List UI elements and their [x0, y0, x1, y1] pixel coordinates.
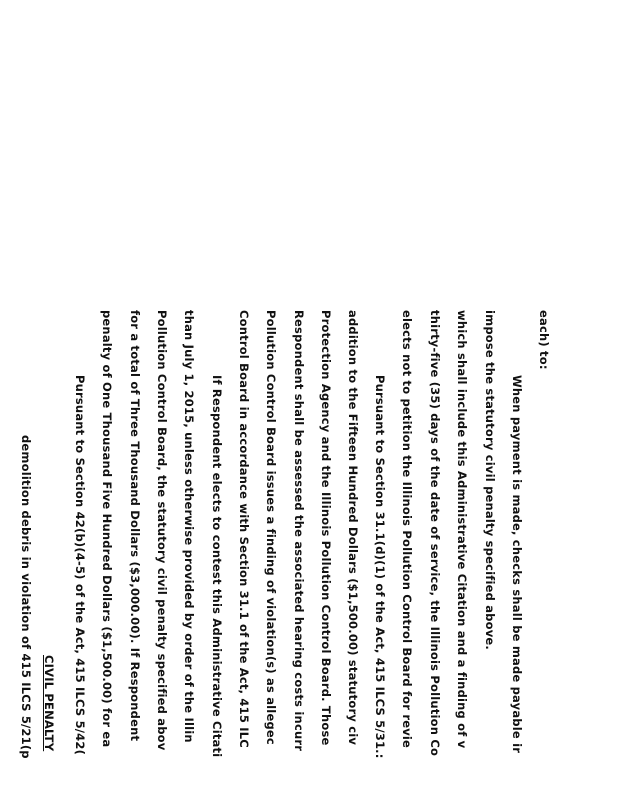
text-line-8: If Respondent elects to contest this Administrative Citati: [210, 375, 224, 758]
text-line-12: Protection Agency and the Illinois Pollution Control Board. Those: [319, 310, 333, 746]
text-line-19: When payment is made, checks shall be made payable ir: [510, 375, 524, 754]
text-line-3: Pursuant to Section 42(b)(4-5) of the Act, 415 ILCS 5/42(: [73, 375, 87, 756]
text-line-20: each) to:: [537, 310, 551, 370]
text-line-1: demolition debris in violation of 415 ILCS 5/21(p: [19, 435, 33, 759]
text-line-18: impose the statutory civil penalty specified above.: [483, 310, 497, 650]
text-line-11: Respondent shall be assessed the associated hearing costs incurr: [292, 310, 306, 752]
text-line-7: than July 1, 2015, unless otherwise provided by order of the Illin: [182, 310, 196, 743]
text-line-14: Pursuant to Section 31.1(d)(1) of the Act, 415 ILCS 5/31.:: [373, 375, 387, 759]
text-line-17: which shall include this Administrative Citation and a finding of v: [455, 310, 469, 749]
text-line-10: Pollution Control Board issues a finding of violation(s) as allegec: [264, 310, 278, 745]
civil-penalty-heading: CIVIL PENALTY: [42, 655, 56, 752]
text-line-5: for a total of Three Thousand Dollars ($3,000.00). If Respondent: [128, 310, 142, 742]
text-line-13: addition to the Fifteen Hundred Dollars ($1,500.00) statutory civ: [346, 310, 360, 746]
text-line-16: thirty-five (35) days of the date of service, the Illinois Pollution Co: [428, 310, 442, 757]
text-line-6: Pollution Control Board, the statutory civil penalty specified abov: [155, 310, 169, 751]
text-line-4: penalty of One Thousand Five Hundred Dollars ($1,500.00) for ea: [100, 310, 114, 748]
text-line-15: elects not to petition the Illinois Pollution Control Board for revie: [400, 310, 414, 749]
text-line-9: Control Board in accordance with Section 31.1 of the Act, 415 ILC: [237, 310, 251, 748]
